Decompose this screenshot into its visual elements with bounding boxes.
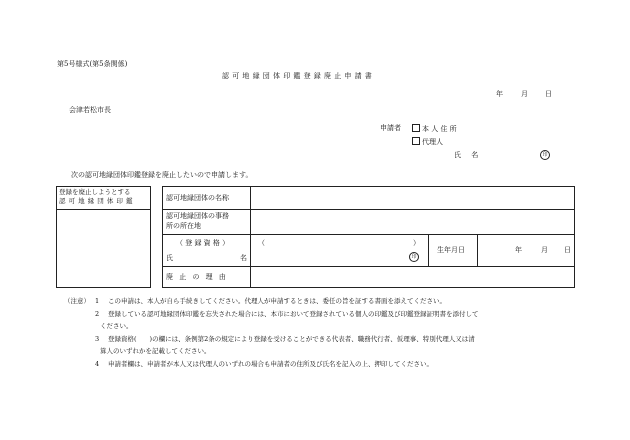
- birth-date-label: 生年月日: [437, 246, 465, 254]
- seal-label-line1: 登録を廃止しようとする: [59, 188, 131, 196]
- org-name-label: 認可地縁団体の名称: [166, 194, 229, 202]
- org-name-field[interactable]: [252, 188, 572, 208]
- row-divider-2: [162, 234, 575, 235]
- intro-text: 次の認可地縁団体印鑑登録を廃止したいので申請します。: [71, 171, 253, 179]
- document-title: 認可地縁団体印鑑登録廃止申請書: [222, 72, 375, 80]
- note-text-continued: ください。: [100, 322, 133, 330]
- row-divider-1: [162, 209, 575, 210]
- org-address-field[interactable]: [252, 211, 572, 233]
- seal-box-divider: [56, 209, 151, 210]
- birth-day-label: 日: [564, 246, 571, 254]
- date-year-label: 年: [496, 90, 503, 98]
- applicant-name-label: 氏 名: [454, 151, 483, 159]
- reason-label: 廃 止 の 理 由: [166, 273, 228, 281]
- qualification-paren-open: （: [258, 239, 265, 247]
- date-day-label: 日: [545, 90, 552, 98]
- note-text: 登録資格( )の欄には、条例第2条の規定により登録を受けることができる代表者、職務代行者、仮理事、特別代理人又は清: [108, 335, 475, 343]
- applicant-seal-mark: 印: [540, 150, 550, 160]
- label-column-divider: [250, 186, 251, 288]
- date-month-label: 月: [521, 90, 528, 98]
- org-address-label-line2: 所の所在地: [166, 222, 201, 230]
- agent-checkbox[interactable]: [412, 137, 420, 145]
- org-address-label-line1: 認可地縁団体の事務: [166, 212, 229, 220]
- reason-field[interactable]: [252, 268, 572, 286]
- notes-heading: （注意）: [64, 297, 90, 305]
- applicant-agent-option[interactable]: [412, 137, 443, 146]
- seal-label-line2: 認 可 地 縁 団 体 印 鑑: [59, 197, 133, 205]
- representative-seal-mark: 印: [409, 252, 419, 262]
- form-number: 第5号様式(第5条関係): [57, 60, 128, 68]
- self-option-label: 本 人 住 所: [422, 125, 457, 133]
- note-text: 登録している認可地縁団体印鑑を忘失された場合には、本市において登録されている個人の印鑑及び印鑑登録証明書を添付して: [108, 310, 479, 318]
- row-divider-3: [162, 266, 575, 267]
- birth-month-label: 月: [541, 246, 548, 254]
- note-number: 3: [95, 335, 100, 343]
- note-number: 1: [95, 297, 100, 305]
- applicant-label: 申請者: [380, 124, 401, 132]
- qualification-paren-close: ）: [413, 239, 420, 247]
- note-text: 申請者欄は、申請者が本人又は代理人のいずれの場合も申請者の住所及び氏名を記入の上、押印してください。: [108, 360, 433, 368]
- note-text-continued: 算人のいずれかを記載してください。: [100, 347, 211, 355]
- birth-column-divider-left: [428, 234, 429, 266]
- note-number: 4: [95, 360, 100, 368]
- qualification-field[interactable]: [266, 238, 410, 249]
- addressee: 会津若松市長: [69, 106, 111, 114]
- name-label-left: 氏: [166, 254, 173, 262]
- self-checkbox[interactable]: [412, 124, 420, 132]
- agent-option-label: 代理人: [422, 138, 443, 146]
- name-label-right: 名: [240, 254, 247, 262]
- representative-name-field[interactable]: [256, 250, 406, 264]
- note-number: 2: [95, 310, 100, 318]
- qualification-label: （ 登 録 資 格 ）: [176, 239, 230, 247]
- note-text: この申請は、本人が自ら手続きしてください。代理人が申請するときは、委任の旨を証する書面を添えてください。: [108, 297, 446, 305]
- applicant-self-option[interactable]: [412, 124, 457, 133]
- birth-column-divider-right: [477, 234, 478, 266]
- birth-year-label: 年: [515, 246, 522, 254]
